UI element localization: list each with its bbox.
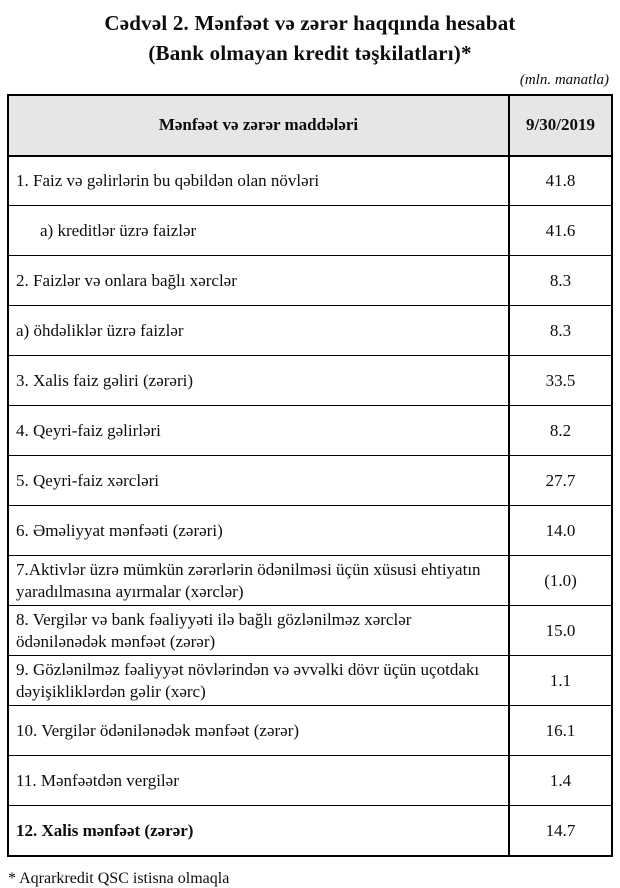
row-label: 1. Faiz və gəlirlərin bu qəbildən olan növləri — [8, 156, 509, 206]
unit-note: (mln. manatla) — [519, 71, 609, 88]
footnote: * Aqrarkredit QSC istisna olmaqla — [8, 869, 230, 887]
table-row — [8, 256, 612, 306]
row-label: 2. Faizlər və onlara bağlı xərclər — [8, 256, 509, 306]
row-value: 41.6 — [509, 206, 612, 256]
row-label: 12. Xalis mənfəət (zərər) — [8, 806, 509, 856]
row-value: 1.4 — [509, 756, 612, 806]
row-value: (1.0) — [509, 556, 612, 606]
row-label: 11. Mənfəətdən vergilər — [8, 756, 509, 806]
row-value: 16.1 — [509, 706, 612, 756]
row-value: 14.7 — [509, 806, 612, 856]
date-column-header: 9/30/2019 — [509, 95, 612, 156]
row-value: 15.0 — [509, 606, 612, 656]
table-row — [8, 706, 612, 756]
row-label: a) öhdəliklər üzrə faizlər — [8, 306, 509, 356]
table-row — [8, 306, 612, 356]
row-value: 33.5 — [509, 356, 612, 406]
table-row — [8, 656, 612, 706]
items-column-header: Mənfəət və zərər maddələri — [8, 95, 509, 156]
table-row — [8, 406, 612, 456]
title-line-1: Cədvəl 2. Mənfəət və zərər haqqında hesabat — [104, 11, 516, 35]
row-value: 8.3 — [509, 306, 612, 356]
table-row — [8, 206, 612, 256]
row-label: a) kreditlər üzrə faizlər — [8, 206, 509, 256]
row-label: 4. Qeyri-faiz gəlirləri — [8, 406, 509, 456]
row-label: 8. Vergilər və bank fəaliyyəti ilə bağlı gözlənilməz xərclər ödənilənədək mənfəət (zərər) — [8, 606, 509, 656]
table-row — [8, 506, 612, 556]
table-row — [8, 756, 612, 806]
row-value: 8.3 — [509, 256, 612, 306]
row-label: 7.Aktivlər üzrə mümkün zərərlərin ödənilməsi üçün xüsusi ehtiyatın yaradılmasına ayırmalar (xərclər) — [8, 556, 509, 606]
row-label: 10. Vergilər ödənilənədək mənfəət (zərər) — [8, 706, 509, 756]
row-value: 1.1 — [509, 656, 612, 706]
row-value: 14.0 — [509, 506, 612, 556]
table-body — [8, 156, 612, 856]
table-row — [8, 556, 612, 606]
row-value: 41.8 — [509, 156, 612, 206]
row-label: 3. Xalis faiz gəliri (zərəri) — [8, 356, 509, 406]
row-value: 8.2 — [509, 406, 612, 456]
title-line-2: (Bank olmayan kredit təşkilatları)* — [148, 41, 472, 66]
row-label: 6. Əməliyyat mənfəəti (zərəri) — [8, 506, 509, 556]
row-label: 9. Gözlənilməz fəaliyyət növlərindən və əvvəlki dövr üçün uçotdakı dəyişikliklərdən gəlir (xərc) — [8, 656, 509, 706]
table-header-row — [8, 95, 612, 156]
table-row — [8, 806, 612, 856]
table-row — [8, 606, 612, 656]
table-row — [8, 156, 612, 206]
row-value: 27.7 — [509, 456, 612, 506]
row-label: 5. Qeyri-faiz xərcləri — [8, 456, 509, 506]
profit-loss-table — [7, 94, 613, 857]
document-title — [0, 8, 620, 69]
table-row — [8, 356, 612, 406]
table-row — [8, 456, 612, 506]
